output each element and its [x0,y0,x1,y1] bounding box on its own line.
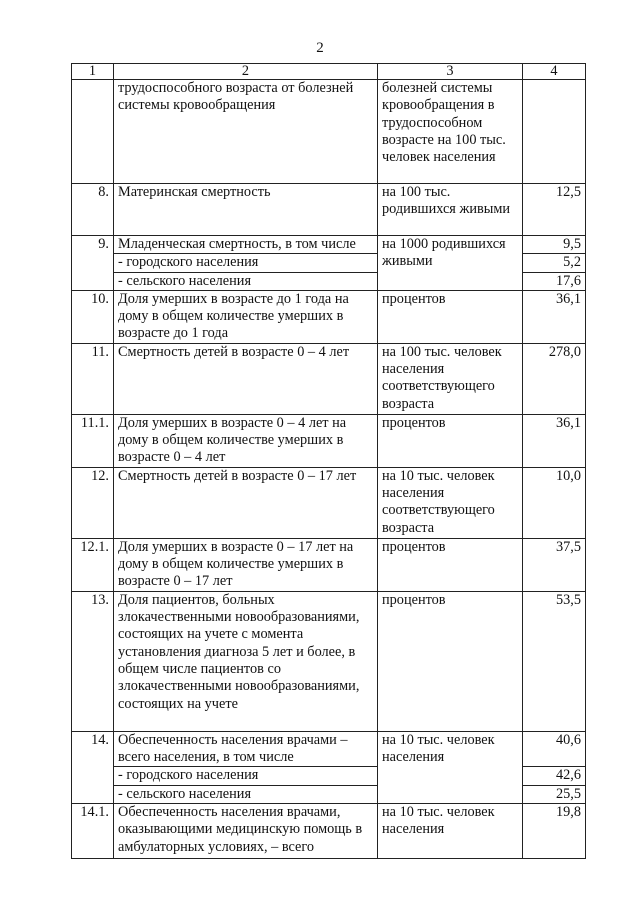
value: 12,5 [523,184,586,236]
value: 36,1 [523,414,586,467]
unit: на 1000 родившихся живыми [378,236,523,291]
value: 37,5 [523,538,586,591]
indicator-name: Обеспеченность населения врачами – всего населения, в том числе [114,731,378,767]
table-row [72,591,586,731]
row-number: 12.1. [72,538,114,591]
header-cell: 1 [72,64,114,80]
unit: на 10 тыс. человек населения [378,731,523,803]
indicator-name: Смертность детей в возрасте 0 – 4 лет [114,343,378,414]
unit: процентов [378,414,523,467]
value: 278,0 [523,343,586,414]
value: 53,5 [523,591,586,731]
indicators-table [71,63,586,859]
row-number: 11.1. [72,414,114,467]
row-number: 12. [72,467,114,538]
table-row [72,467,586,538]
table-row [72,538,586,591]
row-number: 13. [72,591,114,731]
unit: процентов [378,591,523,731]
header-row [72,64,586,80]
indicator-name: Доля умерших в возрасте 0 – 4 лет на дому в общем количестве умерших в возрасте 0 – 4 лет [114,414,378,467]
row-number: 8. [72,184,114,236]
table-row [72,414,586,467]
row-number: 14.1. [72,804,114,859]
value: 40,6 [523,731,586,767]
unit: на 100 тыс. человек населения соответствующего возраста [378,343,523,414]
indicator-name: Младенческая смертность, в том числе [114,236,378,254]
value: 36,1 [523,290,586,343]
sub-indicator-name: - городского населения [114,767,378,785]
unit: на 10 тыс. человек населения [378,804,523,859]
value: 25,5 [523,785,586,803]
row-number [72,80,114,184]
value: 5,2 [523,254,586,272]
unit: на 10 тыс. человек населения соответствующего возраста [378,467,523,538]
table-row [72,804,586,859]
row-number: 10. [72,290,114,343]
sub-indicator-name: - городского населения [114,254,378,272]
unit: болезней системы кровообращения в трудоспособном возрасте на 100 тыс. человек населения [378,80,523,184]
header-cell: 2 [114,64,378,80]
value: 17,6 [523,272,586,290]
indicator-name: Доля пациентов, больных злокачественными новообразованиями, состоящих на учете с момента установления диагноза 5 лет и более, в общем числе пациентов со злокачественными новообразованиями, состоящих на учете [114,591,378,731]
row-number: 9. [72,236,114,291]
unit: процентов [378,538,523,591]
table-row [72,80,586,184]
sub-indicator-name: - сельского населения [114,785,378,803]
value: 19,8 [523,804,586,859]
value [523,80,586,184]
value: 42,6 [523,767,586,785]
indicator-name: Материнская смертность [114,184,378,236]
unit: процентов [378,290,523,343]
unit: на 100 тыс. родившихся живыми [378,184,523,236]
value: 9,5 [523,236,586,254]
page-number: 2 [316,40,324,56]
table-row [72,236,586,254]
table-row [72,731,586,767]
header-cell: 3 [378,64,523,80]
header-cell: 4 [523,64,586,80]
row-number: 11. [72,343,114,414]
value: 10,0 [523,467,586,538]
sub-indicator-name: - сельского населения [114,272,378,290]
row-number: 14. [72,731,114,803]
table-row [72,290,586,343]
indicator-name: Смертность детей в возрасте 0 – 17 лет [114,467,378,538]
indicator-name: Доля умерших в возрасте до 1 года на дому в общем количестве умерших в возрасте до 1 года [114,290,378,343]
indicator-name: Доля умерших в возрасте 0 – 17 лет на дому в общем количестве умерших в возрасте 0 – 17 лет [114,538,378,591]
table-row [72,184,586,236]
table-row [72,343,586,414]
indicator-name: Обеспеченность населения врачами, оказывающими медицинскую помощь в амбулаторных условиях, – всего [114,804,378,859]
indicator-name: трудоспособного возраста от болезней системы кровообращения [114,80,378,184]
